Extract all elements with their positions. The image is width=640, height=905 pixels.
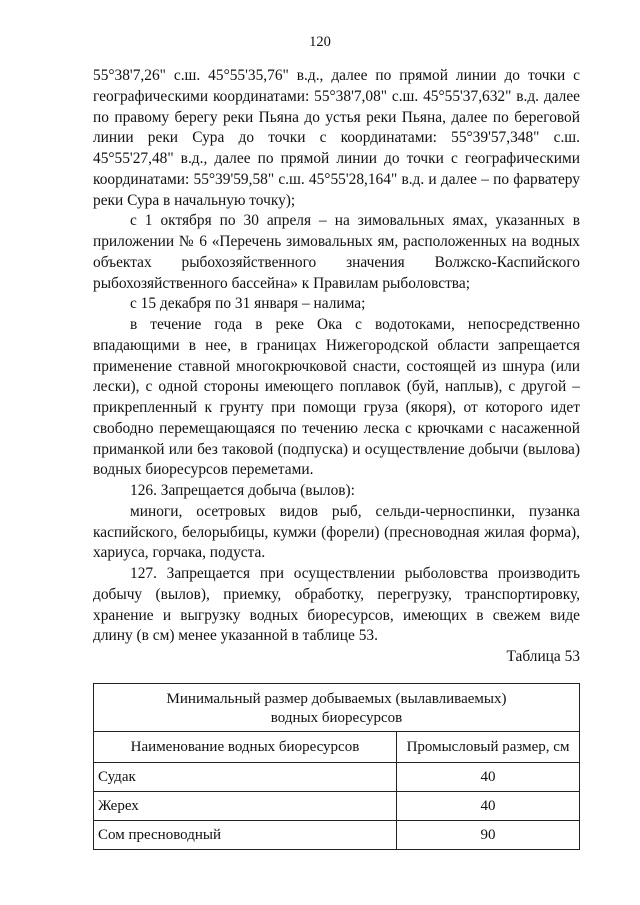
min-size-table [93, 683, 580, 850]
paragraph-coordinates: 55°38'7,26" с.ш. 45°55'35,76" в.д., далее по прямой линии до точки с географическими координатами: 55°38'7,08" с.ш. 45°55'37,632" в.д. далее по правому берегу реки Пьяна до устья реки Пьяна, далее по береговой линии реки Сура до точки с координатами: 55°39'57,348" с.ш. 45°55'27,48" в.д., далее по прямой линии до точки с географическими координатами: 55°39'59,58" с.ш. 45°55'28,164" в.д. и далее – по фарватеру реки Сура в начальную точку); [93, 67, 580, 209]
paragraph-oka-river: в течение года в реке Ока с водотоками, непосредственно впадающими в нее, в границах Нижегородской области запрещается применение ставной многокрючковой снасти, состоящей из шнура (или лески), с одной стороны имеющего поплавок (буй, наплыв), с другой – прикрепленный к грунту при помощи груза (якоря), от которого идет свободно перемещающаяся по течению леска с крючками с насаженной приманкой или без таковой (подпуска) и осуществление добычи (вылова) водных биоресурсов переметами. [93, 316, 580, 479]
paragraph-126-species: миноги, осетровых видов рыб, сельди-черноспинки, пузанка каспийского, белорыбицы, кумжи (форели) (пресноводная жилая форма), хариуса, горчака, подуста. [93, 502, 580, 562]
page-number: 120 [309, 34, 331, 50]
paragraph-burbot: с 15 декабря по 31 января – налима; [130, 295, 366, 313]
species-name-cell: Жерех [94, 792, 397, 821]
table-row [94, 821, 580, 850]
paragraph-126-heading: 126. Запрещается добыча (вылов): [130, 482, 355, 499]
paragraph-127: 127. Запрещается при осуществлении рыболовства производить добычу (вылов), приемку, обработку, перегрузку, транспортировку, хранение и выгрузку водных биоресурсов, имеющих в свежем виде длину (в см) менее указанной в таблице 53. [93, 565, 580, 645]
table-header-row [94, 732, 580, 763]
table-title-row [94, 684, 580, 732]
table-row [94, 763, 580, 792]
table-row [94, 792, 580, 821]
species-name-cell: Судак [94, 763, 397, 792]
size-value-cell: 40 [397, 763, 580, 792]
table-caption: Таблица 53 [506, 648, 580, 665]
species-name-cell: Сом пресноводный [94, 821, 397, 850]
table-title-text: Минимальный размер добываемых (вылавливаемых) водных биоресурсов [166, 691, 507, 726]
column-header-name: Наименование водных биоресурсов [94, 732, 397, 763]
column-header-size: Промысловый размер, см [397, 732, 580, 763]
size-value-cell: 40 [397, 792, 580, 821]
table-title [94, 684, 580, 732]
paragraph-wintering-pits: с 1 октября по 30 апреля – на зимовальных ямах, указанных в приложении № 6 «Перечень зимовальных ям, расположенных на водных объектах рыбохозяйственного значения Волжско-Каспийского рыбохозяйственного бассейна» к Правилам рыболовства; [93, 212, 580, 292]
document-body [93, 66, 580, 647]
size-value-cell: 90 [397, 821, 580, 850]
